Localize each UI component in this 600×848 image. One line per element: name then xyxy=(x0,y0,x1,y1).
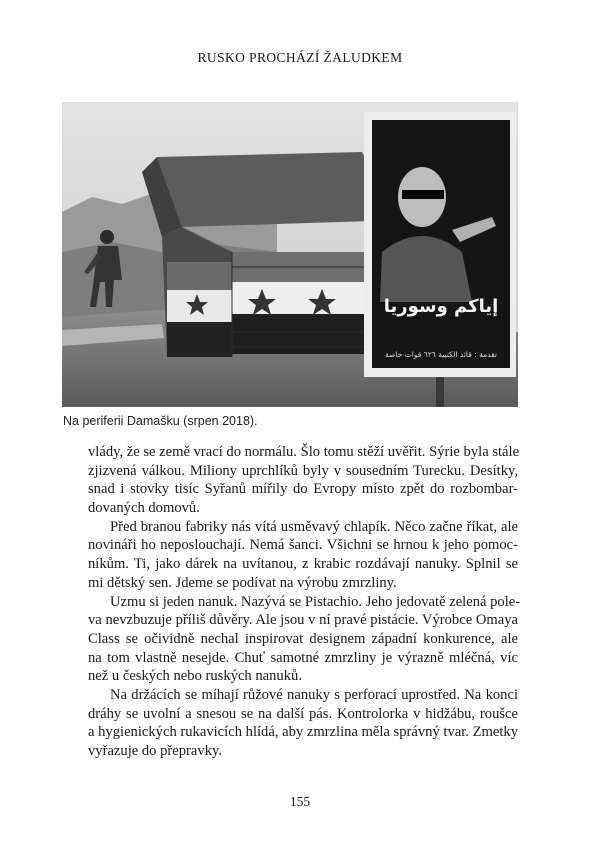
poster-slogan: إياكم وسوريا xyxy=(383,296,499,317)
photo-damascus xyxy=(62,102,518,407)
text-line: novináři ho neposlouchají. Nemá šanci. Všichni se hrnou k jeho pomoc- xyxy=(88,537,518,554)
text-line: zjizvená válkou. Miliony uprchlíků byly v sousedním Turecku. Desítky, xyxy=(88,462,518,479)
text-line: Class se očividně nechal inspirovat designem západní konkurence, ale xyxy=(88,630,518,647)
text-line: Před branou fabriky nás vítá usměvavý chlapík. Něco začne říkat, ale xyxy=(110,518,518,535)
wooden-hut xyxy=(142,152,400,357)
text-line: mi dětský sen. Jdeme se podívat na výrobu zmrzliny. xyxy=(88,574,397,591)
page-number: 155 xyxy=(289,794,311,809)
running-header: RUSKO PROCHÁZÍ ŽALUDKEM xyxy=(197,50,403,65)
text-line: snad i stovky tisíc Syřanů mířily do Evropy místo zpět do rozbombar- xyxy=(88,481,518,498)
text-line: dráhy se uvolní a snesou se na další pás. Kontrolorka v hidžábu, roušce xyxy=(88,705,518,722)
text-line: než u českých nebo ruských nanuků. xyxy=(88,668,302,685)
portrait-poster xyxy=(364,112,516,377)
photo-caption: Na periferii Damašku (srpen 2018). xyxy=(63,414,258,428)
text-line: vlády, že se země vrací do normálu. Šlo tomu stěží uvěřit. Sýrie byla stále xyxy=(88,444,520,460)
text-line: vyřazuje do přepravky. xyxy=(88,743,222,759)
text-line: na tom vlastně nesejde. Chuť samotné zmrzliny je výrazně mléčná, víc xyxy=(88,649,518,666)
body-text xyxy=(88,443,521,761)
text-line: Na držácích se míhají růžové nanuky s perforací uprostřed. Na konci xyxy=(110,686,518,703)
text-line: a hygienických rukavicích hlídá, aby zmrzlina měla správný tvar. Zmetky xyxy=(88,724,518,741)
text-line: va nevzbuzuje příliš důvěry. Ale jsou v ní pravé pistácie. Výrobce Omaya xyxy=(88,612,518,629)
poster-post xyxy=(436,377,444,407)
text-line: níkům. Ti, jako dárek na uvítanou, z krabic rozdávají nanuky. Splnil se xyxy=(88,556,518,573)
text-line: dovaných domovů. xyxy=(88,500,200,517)
text-line: Uzmu si jeden nanuk. Nazývá se Pistachio. Jeho jedovatě zelená pole- xyxy=(110,593,521,610)
poster-footer: تقدمة : قائد الكتيبة ٦٢٦ قوات خاصة xyxy=(385,350,497,359)
